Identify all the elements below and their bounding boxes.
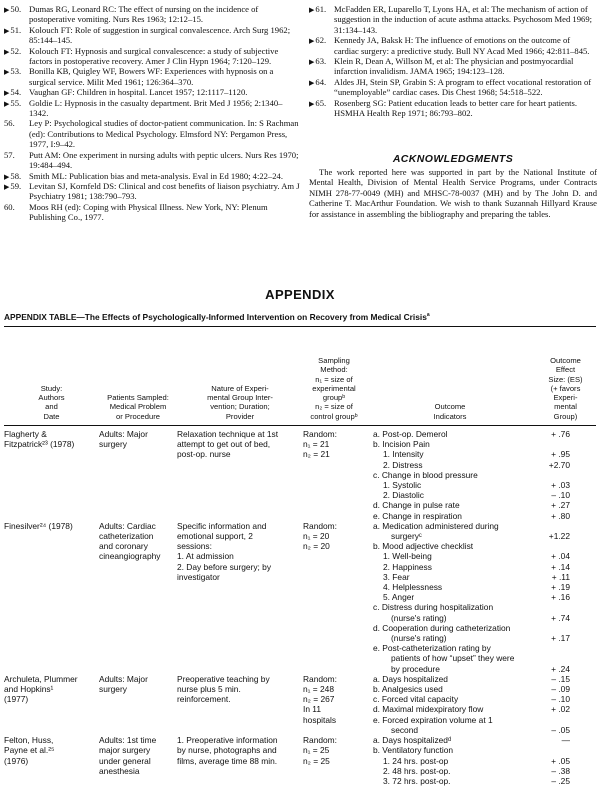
reference-text: Dumas RG, Leonard RC: The effect of nursing on the incidence of postoperative vomiting. Nurs Res 1963; 12:12–15. [29,4,259,25]
outcome-indicator: a. Post-op. Demerol [373,429,448,439]
sampling-line: hospitals [303,714,337,725]
reference-number [4,98,28,109]
reference-item [309,4,597,35]
reference-text: Ley P: Psychological studies of doctor-patient communication. In: S Rachman (ed): Contributions to Medical Psychology. Elmsford NY: Pergamon Press, 1977, I:9–42. [29,118,299,150]
cell-study [4,674,99,735]
references-left-column [4,4,300,223]
table-header-row [4,333,596,425]
reference-number [4,46,28,57]
reference-text: Kennedy JA, Baksk H: The influence of emotions on the outcome of cardiac surgery: a predictive study. Bull NY Acad Med 1966; 42:811–845. [334,35,590,56]
triangle-marker-icon: ▶ [4,47,10,56]
nature-line: Preoperative teaching by [177,673,270,684]
effect-size: – .38 [551,765,570,776]
reference-number [309,98,333,109]
reference-text: Aldes JH, Stein SP, Grabin S: A program to effect vocational restoration of “unemployable” cardiac cases. Dis Chest 1968; 54:518–522. [334,76,592,98]
reference-item [4,171,300,181]
header-line: Patients Sampled: [107,393,169,403]
effect-size: + .14 [551,561,570,572]
triangle-marker-icon: ▶ [4,99,10,108]
reference-item [4,66,300,87]
reference-number-text: 59. [10,180,22,191]
reference-item [309,56,597,77]
study-line: Archuleta, Plummer [4,673,78,684]
header-line: experimental [312,383,356,393]
header-nature [177,333,303,425]
cell-nature [177,674,303,735]
sampling-line: n₁ = 25 [303,745,330,756]
outcome-indicator: c. Change in blood pressure [373,469,478,480]
patients-line: Adults: 1st time [99,735,157,746]
effect-size: + .80 [551,510,570,521]
reference-number-text: 53. [10,66,22,77]
reference-text: Levitan SJ, Kornfeld DS: Clinical and cost benefits of liaison psychiatry. Am J Psychiatry 1981; 138:790–793. [29,180,300,202]
reference-number-text: 56. [4,118,15,129]
outcome-indicator: b. Analgesics used [373,684,443,695]
header-line: Experi- [553,393,578,403]
effect-size: + .19 [551,582,570,593]
reference-number-text: 57. [4,149,15,160]
reference-number [309,4,333,15]
cell-sampling [303,521,365,674]
outcome-indicator: c. Distress during hospitalization [373,602,494,613]
reference-number-text: 64. [315,76,327,87]
outcome-indicator: e. Forced expiration volume at 1 [373,714,493,725]
header-line: Outcome [434,402,466,412]
triangle-marker-icon: ▶ [309,58,315,67]
patients-line: cineangiography [99,551,161,562]
nature-line: investigator [177,571,220,582]
effect-size: + .02 [551,704,570,715]
reference-number [309,35,333,46]
effect-size: – .15 [551,673,570,684]
outcome-indicator: 4. Helplessness [383,582,443,593]
effect-size: – .05 [551,724,570,735]
cell-sampling [303,425,365,521]
nature-line: sessions: [177,541,212,552]
header-line: Size: (ES) [548,374,583,384]
effect-size: +2.70 [548,459,570,470]
outcome-indicator: d. Maximal midexpiratory flow [373,704,484,715]
cell-study [4,521,99,674]
effect-size [535,623,596,633]
header-line: Provider [225,411,255,421]
reference-number [4,66,28,77]
reference-text: Rosenberg SG: Patient education leads to better care for heart patients. HSMHA Health Rep 1971; 86:793–802. [334,97,578,119]
triangle-marker-icon: ▶ [4,89,10,98]
outcome-indicator: e. Post-catheterization rating by [373,643,491,654]
reference-item [4,202,300,223]
reference-item [4,181,300,202]
acknowledgments-body: The work reported here was supported in part by the National Institute of Mental Health, Division of Mental Health Service Programs, under Contracts NIMH 278-77-0049 (MH) and MHSC-78-0037 (MH) and by The John D. and Catherine T. MacArthur Foundation. We wish to thank Suzannah Hillyard Krause for assistance in assembling the bibliography and preparing the tables. [309,166,597,219]
effect-size: + .17 [551,633,570,644]
header-patients [99,333,177,425]
reference-number-text: 52. [10,45,22,56]
outcome-indicator: a. Medication administered during [373,520,499,531]
nature-line: reinforcement. [177,694,231,705]
triangle-marker-icon: ▶ [309,6,315,14]
cell-sampling [303,674,365,735]
effect-size: – .10 [551,694,570,705]
reference-text: Smith ML: Publication bias and meta-analysis. Eval in Ed 1980; 4:22–24. [29,170,283,181]
header-line: control groupᵇ [310,411,358,421]
outcome-indicator: d. Change in pulse rate [373,500,460,511]
header-line: Group) [553,411,578,421]
header-line: mental Group Inter- [207,393,273,403]
sampling-line: n₂ = 25 [303,755,330,766]
effect-size: + .74 [551,612,570,623]
reference-number [309,77,333,88]
sampling-line: Random: [303,735,337,746]
reference-item [309,35,597,56]
reference-number-text: 61. [315,4,327,14]
triangle-marker-icon: ▶ [309,78,315,87]
outcome-indicator: patients of how “upset” they were [391,653,515,664]
outcome-indicator: 2. Happiness [383,561,432,572]
effect-size: — [561,735,570,746]
outcome-indicator: by procedure [391,663,440,674]
sampling-line: In 11 [303,704,322,715]
reference-text: McFadden ER, Luparello T, Lyons HA, et al: The mechanism of action of suggestion in the induction of acute asthma attacks. Psychosom Med 1969; 31:134–143. [334,4,593,35]
appendix-table [4,333,596,786]
patients-line: under general [99,755,151,766]
effect-size: + .05 [551,755,570,766]
outcome-indicator: 1. Systolic [383,480,422,491]
outcome-indicator: 3. 72 hrs. post-op. [383,775,451,786]
reference-text: Goldie L: Hypnosis in the casualty department. Brit Med J 1956; 2:1340–1342. [29,97,283,119]
cell-effects [535,674,596,735]
reference-item [4,46,300,67]
study-line: (1977) [4,694,29,705]
sampling-line: Random: [303,520,337,531]
outcome-indicator: second [391,724,419,735]
study-line: Payne et al.²⁵ [4,745,55,756]
header-effect [535,333,596,425]
reference-number-text: 50. [10,4,22,14]
acknowledgments-title: ACKNOWLEDGMENTS [392,153,514,166]
effect-size: + .95 [551,449,570,460]
nature-line: post-op. nurse [177,449,231,460]
header-line: Method: [320,365,348,375]
header-line: mental [554,402,577,412]
reference-text: Klein R, Dean A, Willson M, et al: The physician and postmyocardial infarction invalidism. JAMA 1965; 194:123–128. [334,56,574,77]
nature-line: 1. Preoperative information [177,735,278,746]
reference-item [4,118,300,149]
caption-footnote-mark: a [426,312,430,319]
outcome-indicator: a. Days hospitalizedᵈ [373,735,452,746]
header-line: n₂ = size of [315,402,353,412]
cell-patients [99,425,177,521]
study-line: and Hopkins¹ [4,684,54,695]
references-right-column [309,4,597,219]
header-line: Indicators [433,411,467,421]
nature-line: Specific information and [177,520,267,531]
header-line: groupᵇ [322,393,346,403]
patients-line: anesthesia [99,765,140,776]
nature-line: films, average time 88 min. [177,755,278,766]
study-line: Fitzpatrick²³ (1978) [4,439,75,450]
effect-size: – .25 [551,775,570,786]
table-top-rule [4,326,596,327]
effect-size: + .04 [551,551,570,562]
reference-item [309,98,597,119]
references-section [4,4,596,276]
nature-line: emotional support, 2 [177,531,253,542]
patients-line: Adults: Major [99,673,148,684]
outcome-indicator: c. Forced vital capacity [373,694,459,705]
sampling-line: Random: [303,429,337,439]
effect-size: – .09 [551,684,570,695]
reference-number [4,150,28,160]
reference-number-text: 63. [315,56,327,67]
reference-text: Vaughan GF: Children in hospital. Lancet 1957; 12:1117–1120. [29,87,248,98]
reference-number-text: 58. [10,170,22,181]
outcome-indicator: b. Ventilatory function [373,745,454,756]
header-line: or Procedure [116,411,160,421]
header-study [4,333,99,425]
effect-size [535,715,596,725]
cell-outcomes [365,425,535,521]
nature-line: Relaxation technique at 1st [177,429,279,439]
effect-size: + .27 [551,500,570,511]
reference-text: Bonilla KB, Quigley WF, Bowers WF: Experiences with hypnosis on a surgical service. Milit Med 1961; 126:364–370. [29,66,274,87]
study-line: Finesilver²⁴ (1978) [4,520,73,531]
header-line: vention; Duration; [210,402,270,412]
outcome-indicator: 2. Diastolic [383,490,424,501]
triangle-marker-icon: ▶ [4,182,10,191]
reference-item [4,98,300,119]
sampling-line: n₂ = 20 [303,541,330,552]
outcome-indicator: (nurse's rating) [391,633,447,644]
outcome-indicator: 2. Distress [383,459,423,470]
effect-size: + .16 [551,592,570,603]
reference-number-text: 54. [10,87,22,98]
effect-size [535,745,596,755]
header-line: Study: [40,383,63,393]
caption-text: APPENDIX TABLE—The Effects of Psychologically-Informed Intervention on Recovery from Medical Crisis [4,312,427,322]
header-outcome [365,333,535,425]
effect-size [535,521,596,531]
triangle-marker-icon: ▶ [4,6,10,14]
reference-number-text: 51. [10,24,22,35]
cell-study [4,425,99,521]
cell-outcomes [365,674,535,735]
cell-patients [99,674,177,735]
outcome-indicator: e. Change in respiration [373,510,462,521]
header-line: Sampling [318,355,350,365]
header-line: (+ favors [550,383,581,393]
outcome-indicator: a. Days hospitalized [373,673,448,684]
sampling-line: n₁ = 21 [303,439,330,450]
reference-number [4,118,28,128]
reference-item [4,25,300,46]
patients-line: catheterization [99,531,154,542]
reference-number-text: 62. [315,35,327,46]
effect-size [535,439,596,449]
reference-number-text: 55. [10,97,22,108]
table-row [4,521,596,674]
outcome-indicator: b. Mood adjective checklist [373,541,474,552]
nature-line: attempt to get out of bed, [177,439,271,450]
outcome-indicator: (nurse's rating) [391,612,447,623]
triangle-marker-icon: ▶ [4,68,10,77]
header-line: Date [43,411,60,421]
sampling-line: Random: [303,673,337,684]
sampling-line: n₂ = 21 [303,449,330,460]
patients-line: surgery [99,439,127,450]
cell-patients [99,521,177,674]
cell-outcomes [365,521,535,674]
effect-size: – .10 [551,490,570,501]
effect-size: + .03 [551,480,570,491]
reference-number [4,25,28,36]
effect-size: +1.22 [548,531,570,542]
effect-size [535,470,596,480]
triangle-marker-icon: ▶ [4,26,10,35]
patients-line: major surgery [99,745,151,756]
nature-line: 2. Day before surgery; by [177,561,272,572]
effect-size [535,643,596,653]
appendix-title: APPENDIX [265,287,335,302]
patients-line: and coronary [99,541,148,552]
header-line: Authors [38,393,65,403]
outcome-indicator: d. Cooperation during catheterization [373,622,511,633]
header-sampling [303,333,365,425]
reference-item [4,150,300,171]
effect-size: + .11 [551,571,570,582]
patients-line: surgery [99,684,127,695]
study-line: Flagherty & [4,429,47,439]
outcome-indicator: 3. Fear [383,571,410,582]
study-line: (1976) [4,755,29,766]
nature-line: by nurse, photographs and [177,745,277,756]
outcome-indicator: 2. 48 hrs. post-op. [383,765,451,776]
outcome-indicator: 1. Intensity [383,449,424,460]
header-line: Nature of Experi- [211,383,269,393]
reference-item [4,4,300,25]
effect-size [535,602,596,612]
header-line: and [45,402,58,412]
outcome-indicator: b. Incision Pain [373,439,430,450]
cell-effects [535,521,596,674]
reference-text: Kolouch FT: Hypnosis and surgical convalescence: a study of subjective factors in postoperative recovery. Amer J Clin Hypn 1964; 7:120–129. [29,45,279,67]
reference-number [4,4,28,15]
triangle-marker-icon: ▶ [4,172,10,181]
header-line: Outcome [550,355,581,365]
reference-number [309,56,333,67]
table-body [4,425,596,786]
reference-number [4,181,28,192]
nature-line: nurse plus 5 min. [177,684,241,695]
table-row [4,674,596,735]
outcome-indicator: 5. Anger [383,592,415,603]
outcome-indicator: 1. Well-being [383,551,432,562]
appendix-table-caption [4,312,596,322]
triangle-marker-icon: ▶ [309,99,315,108]
reference-item [4,87,300,97]
cell-nature [177,521,303,674]
reference-text: Moos RH (ed): Coping with Physical Illness. New York, NY: Plenum Publishing Co., 1977. [29,201,268,223]
header-line: Medical Problem [109,402,167,412]
references-right-list [309,4,597,118]
outcome-indicator: surgeryᶜ [391,531,422,542]
reference-number [4,202,28,212]
nature-line: 1. At admission [177,551,234,562]
patients-line: Adults: Major [99,429,148,439]
sampling-line: n₂ = 267 [303,694,335,705]
effect-size: + .24 [551,663,570,674]
outcome-indicator: 1. 24 hrs. post-op [383,755,449,766]
reference-number-text: 60. [4,201,15,212]
reference-text: Putt AM: One experiment in nursing adults with peptic ulcers. Nurs Res 1970; 19:484–494. [29,149,299,171]
effect-size [535,653,596,663]
patients-line: Adults: Cardiac [99,520,156,531]
table-row [4,425,596,521]
study-line: Felton, Huss, [4,735,54,746]
header-line: n₁ = size of [315,374,353,384]
cell-nature [177,425,303,521]
reference-text: Kolouch FT: Role of suggestion in surgical convalescence. Arch Surg 1962; 85:144–145. [29,24,291,46]
reference-number-text: 65. [315,97,327,108]
header-line: Effect [555,365,576,375]
effect-size: + .76 [551,429,570,439]
reference-item [309,77,597,98]
sampling-line: n₁ = 20 [303,531,330,542]
triangle-marker-icon: ▶ [309,37,315,46]
sampling-line: n₁ = 248 [303,684,335,695]
effect-size [535,541,596,551]
cell-effects [535,425,596,521]
